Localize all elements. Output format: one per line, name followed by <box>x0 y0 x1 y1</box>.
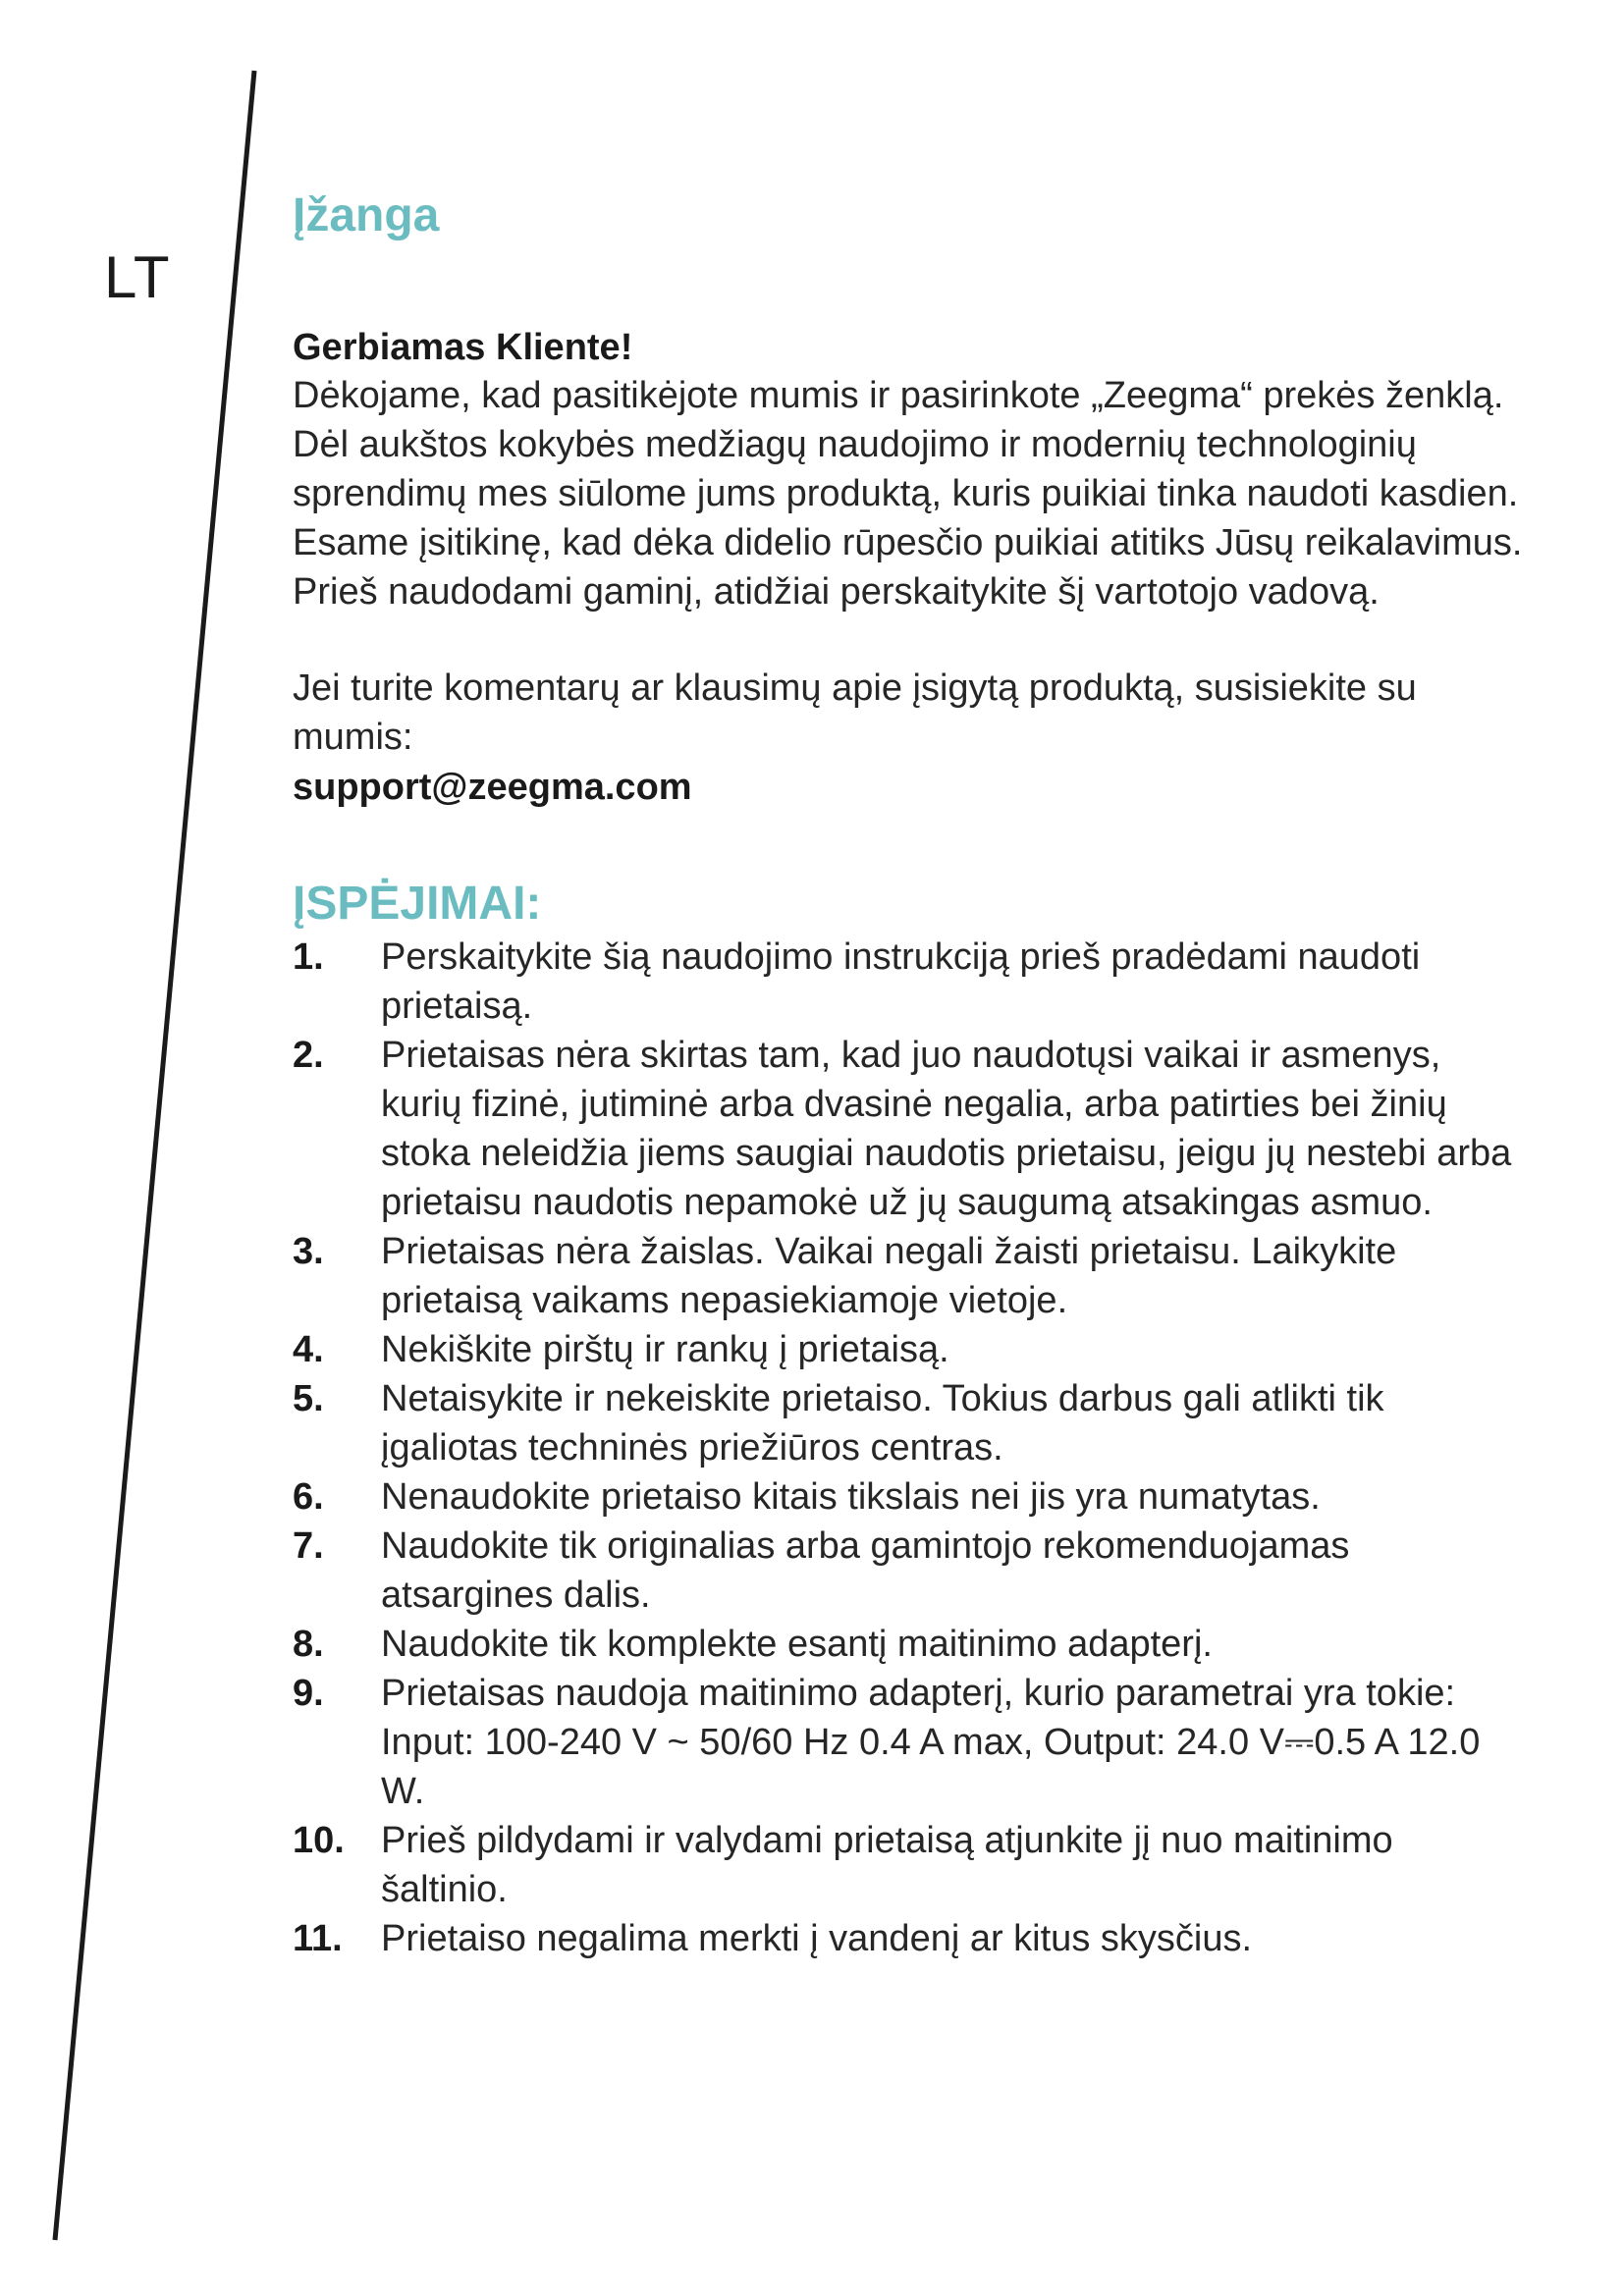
warning-item <box>293 1227 1530 1325</box>
warning-text: Prietaiso negalima merkti į vandenį ar kitus skysčius. <box>381 1918 1253 1959</box>
page-content <box>293 187 1530 1963</box>
warning-text: Nenaudokite prietaiso kitais tikslais nei jis yra numatytas. <box>381 1476 1321 1518</box>
warning-text: Prietaisas nėra žaislas. Vaikai negali žaisti prietaisu. Laikykite prietaisą vaikams nepasiekiamoje vietoje. <box>381 1231 1397 1321</box>
warning-text: Naudokite tik komplekte esantį maitinimo adapterį. <box>381 1624 1213 1665</box>
warning-item <box>293 1522 1530 1620</box>
warning-item <box>293 1669 1530 1816</box>
intro-paragraph: Dėl aukštos kokybės medžiagų naudojimo ir modernių technologinių sprendimų mes siūlome jums produktą, kuris puikiai tinka naudoti kasdien. Esame įsitikinę, kad dėka didelio rūpesčio puikiai atitiks Jūsų reikalavimus. <box>293 424 1523 563</box>
warning-item <box>293 1031 1530 1227</box>
warning-item <box>293 1620 1530 1669</box>
warning-text: Nekiškite pirštų ir rankų į prietaisą. <box>381 1329 949 1370</box>
warning-item <box>293 1325 1530 1374</box>
warning-number: 9. <box>293 1673 324 1714</box>
language-code: LT <box>104 244 171 310</box>
warning-text: Prietaisas naudoja maitinimo adapterį, kurio parametrai yra tokie: Input: 100-240 V ~ 50/60 Hz 0.4 A max, Output: 24.0 V⎓0.5 A 12.0 W. <box>381 1673 1481 1812</box>
warning-item <box>293 1816 1530 1914</box>
warning-number: 7. <box>293 1525 324 1567</box>
warnings-list <box>293 933 1530 1963</box>
intro-paragraph: Dėkojame, kad pasitikėjote mumis ir pasirinkote „Zeegma“ prekės ženklą. <box>293 375 1504 416</box>
warning-number: 4. <box>293 1329 324 1370</box>
warning-item <box>293 1914 1530 1963</box>
contact-text: Jei turite komentarų ar klausimų apie įsigytą produktą, susisiekite su mumis: <box>293 667 1417 758</box>
warning-item <box>293 1472 1530 1522</box>
warning-text: Prieš pildydami ir valydami prietaisą atjunkite jį nuo maitinimo šaltinio. <box>381 1820 1393 1910</box>
greeting: Gerbiamas Kliente! <box>293 327 633 368</box>
warning-text: Netaisykite ir nekeiskite prietaiso. Tokius darbus gali atlikti tik įgaliotas techninės priežiūros centras. <box>381 1378 1384 1468</box>
warning-number: 10. <box>293 1820 345 1861</box>
warning-text: Prietaisas nėra skirtas tam, kad juo naudotųsi vaikai ir asmenys, kurių fizinė, jutiminė arba dvasinė negalia, arba patirties bei žinių stoka neleidžia jiems saugiai naudotis prietaisu, jeigu jų nestebi arba prietaisu naudotis nepamokė už jų saugumą atsakingas asmuo. <box>381 1035 1512 1223</box>
warning-number: 11. <box>293 1918 343 1959</box>
warnings-title: ĮSPĖJIMAI: <box>293 878 542 930</box>
intro-title: Įžanga <box>293 189 440 241</box>
warning-number: 5. <box>293 1378 324 1419</box>
warning-number: 8. <box>293 1624 324 1665</box>
warning-number: 6. <box>293 1476 324 1518</box>
intro-paragraph: Prieš naudodami gaminį, atidžiai perskaitykite šį vartotojo vadovą. <box>293 571 1380 613</box>
warning-text: Naudokite tik originalias arba gamintojo rekomenduojamas atsargines dalis. <box>381 1525 1350 1616</box>
warning-item <box>293 1374 1530 1472</box>
warning-number: 2. <box>293 1035 324 1076</box>
support-email[interactable]: support@zeegma.com <box>293 767 692 808</box>
warning-number: 3. <box>293 1231 324 1272</box>
warning-text: Perskaitykite šią naudojimo instrukciją prieš pradėdami naudoti prietaisą. <box>381 936 1421 1027</box>
warning-number: 1. <box>293 936 324 978</box>
warning-item <box>293 933 1530 1031</box>
